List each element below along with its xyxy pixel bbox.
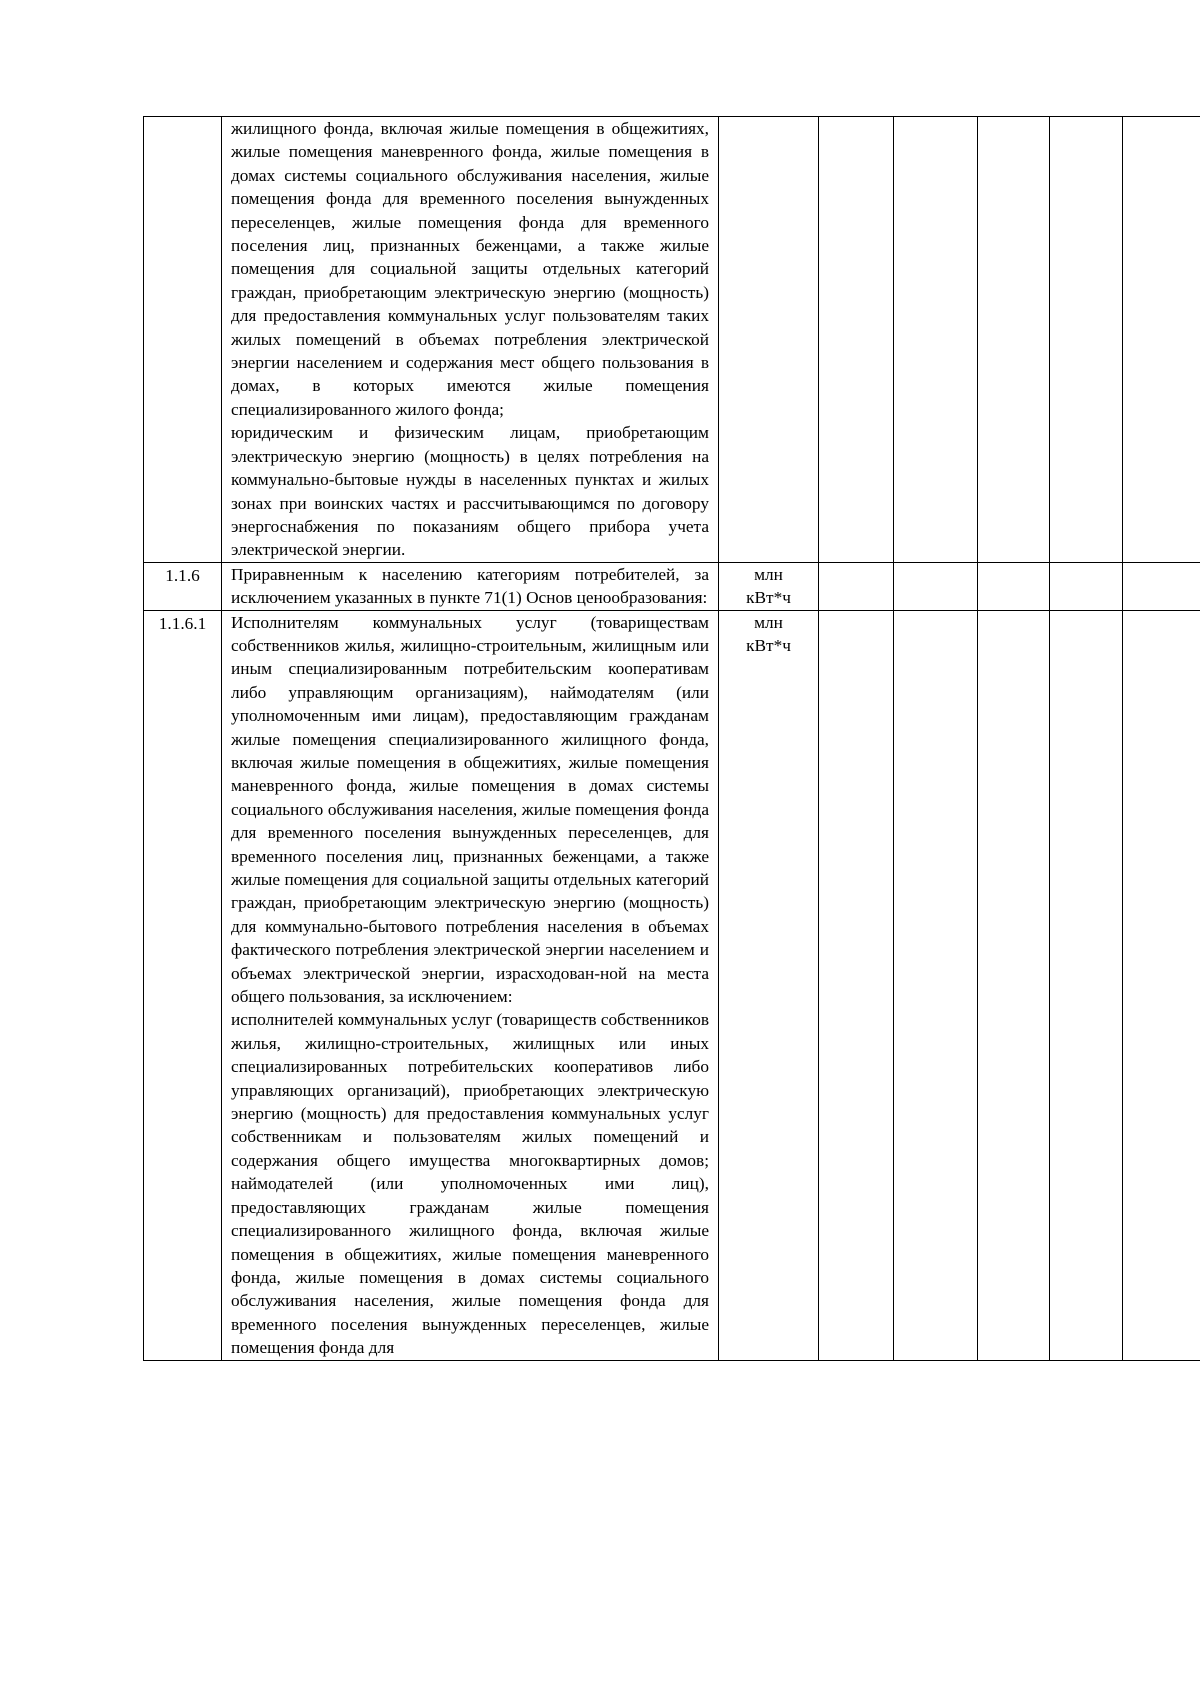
value-cell (1123, 562, 1200, 610)
row-unit-line: млн (754, 564, 783, 584)
row-description-paragraph: юридическим и физическим лицам, приобретающим электрическую энергию (мощность) в целях потребления на коммунально-бытовые нужды в населенных пунктах и жилых зонах при воинских частях и рассчитывающимся по договору энергоснабжения по показаниям общего прибора учета электрической энергии. (231, 423, 709, 560)
row-unit-cell (719, 610, 819, 1360)
row-unit-line: кВт*ч (746, 635, 791, 655)
value-cell (894, 562, 978, 610)
row-unit-cell (719, 117, 819, 563)
row-description-cell (222, 562, 719, 610)
row-description-paragraph: Приравненным к населению категориям потребителей, за исключением указанных в пункте 71(1) Основ ценообразования: (231, 564, 709, 608)
row-description-paragraph: жилищного фонда, включая жилые помещения в общежитиях, жилые помещения маневренного фонда, жилые помещения в домах системы социального обслуживания населения, жилые помещения фонда для временного поселения вынужденных переселенцев, жилые помещения фонда для временного поселения лиц, признанных беженцами, а также жилые помещения для социальной защиты отдельных категорий граждан, приобретающим электрическую энергию (мощность) для предоставления коммунальных услуг пользователям таких жилых помещений в объемах потребления электрической энергии населением и содержания мест общего пользования в домах, в которых имеются жилые помещения специализированного жилого фонда; (231, 119, 709, 419)
value-cell (1123, 610, 1200, 1360)
value-cell (1050, 562, 1123, 610)
row-number-cell (144, 562, 222, 610)
row-number: 1.1.6.1 (158, 613, 207, 633)
row-description-paragraph: исполнителей коммунальных услуг (товариществ собственников жилья, жилищно-строительных, жилищных или иных специализированных потребительских кооперативов либо управляющих организаций), приобретающих электрическую энергию (мощность) для предоставления коммунальных услуг собственникам и пользователям жилых помещений и содержания общего имущества многоквартирных домов; наймодателей (или уполномоченных ими лиц), предоставляющих гражданам жилые помещения специализированного жилищного фонда, включая жилые помещения в общежитиях, жилые помещения маневренного фонда, жилые помещения в домах системы социального обслуживания населения, жилые помещения фонда для временного поселения вынужденных переселенцев, жилые помещения фонда для (231, 1010, 709, 1358)
value-cell (1123, 117, 1200, 563)
row-description-paragraph: Исполнителям коммунальных услуг (товариществам собственников жилья, жилищно-строительным, жилищным или иным специализированным потребительским кооперативам либо управляющим организациям), наймодателям (или уполномоченным ими лицам), предоставляющим гражданам жилые помещения специализированного жилищного фонда, включая жилые помещения в общежитиях, жилые помещения маневренного фонда, жилые помещения в домах системы социального обслуживания населения, жилые помещения фонда для временного поселения вынужденных переселенцев, для временного поселения лиц, признанных беженцами, а также жилые помещения для социальной защиты отдельных категорий граждан, приобретающим электрическую энергию (мощность) для коммунально-бытового потребления населения в объемах фактического потребления электрической энергии населением и объемах электрической энергии, израсходован-ной на места общего пользования, за исключением: (231, 612, 709, 1007)
row-number-cell (144, 117, 222, 563)
value-cell (819, 562, 894, 610)
value-cell (978, 562, 1050, 610)
value-cell (978, 117, 1050, 563)
tariff-table (143, 116, 1200, 1361)
table-row (144, 562, 1200, 610)
value-cell (819, 117, 894, 563)
value-cell (894, 117, 978, 563)
value-cell (894, 610, 978, 1360)
row-number (144, 117, 221, 118)
row-unit-line: кВт*ч (746, 588, 791, 608)
row-number: 1.1.6 (165, 565, 200, 585)
value-cell (1050, 610, 1123, 1360)
table-row (144, 610, 1200, 1360)
value-cell (978, 610, 1050, 1360)
row-description-cell (222, 610, 719, 1360)
row-number-cell (144, 610, 222, 1360)
value-cell (819, 610, 894, 1360)
row-unit-cell (719, 562, 819, 610)
table-row (144, 117, 1200, 563)
row-description-cell (222, 117, 719, 563)
row-unit-line: млн (754, 612, 783, 632)
value-cell (1050, 117, 1123, 563)
